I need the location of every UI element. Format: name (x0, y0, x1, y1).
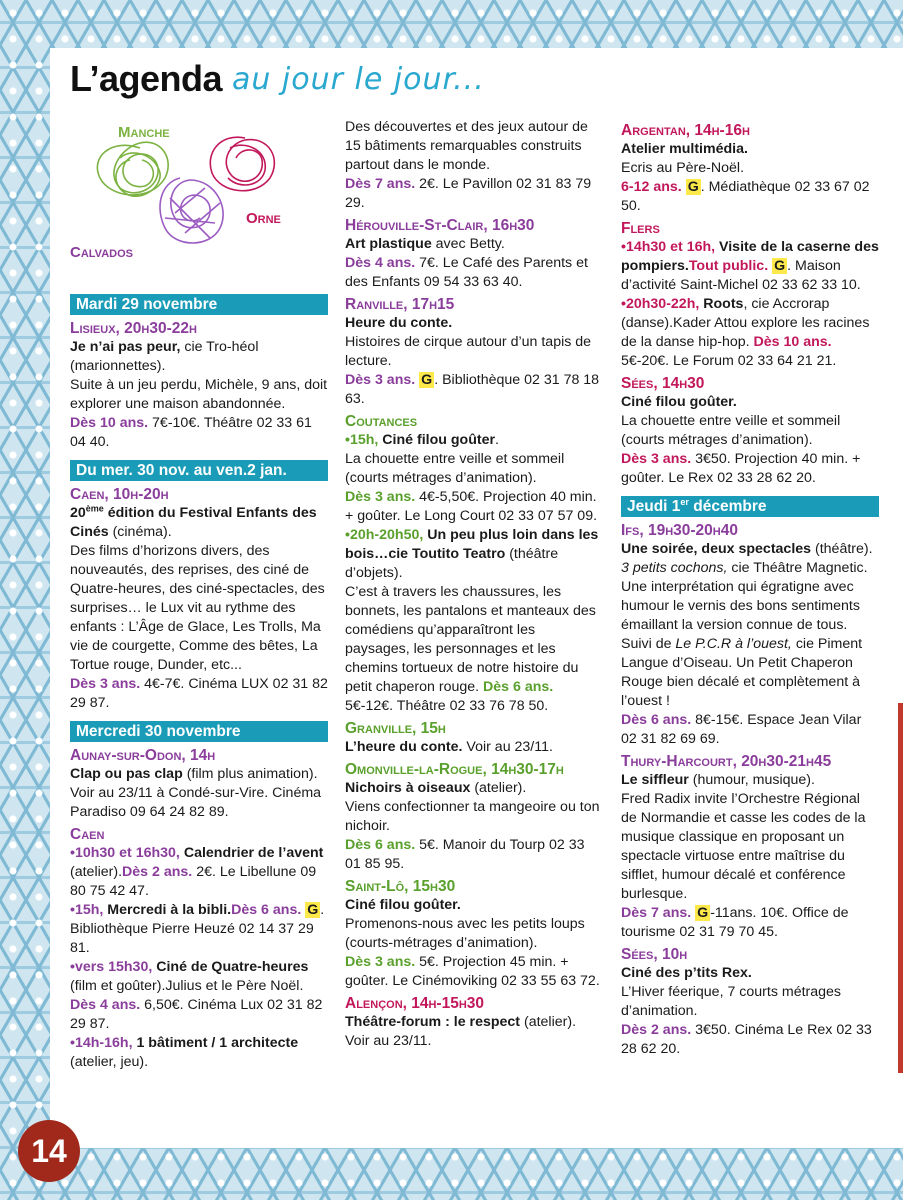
event-info: Dès 3 ans. 5€. Projection 45 min. + goûter. Le Cinémoviking 02 33 55 63 72. (345, 954, 600, 989)
event-entry: •vers 15h30, Ciné de Quatre-heures (film et goûter).Julius et le Père Noël. Dès 4 ans. 6,50€. Cinéma Lux 02 31 82 29 87. (70, 959, 323, 1032)
event-location: Caen (70, 826, 105, 843)
event-description: Des découvertes et des jeux autour de 15 bâtiments remarquables construits partout dans le monde. (345, 119, 588, 173)
event-location: Sées, 10h (621, 946, 688, 963)
event-description: Des films d’horizons divers, des nouveautés, des reprises, des ciné de Quatre-heures, des ciné-spectacles, des surprises… le Lux vit au rythme des enfants : L’Âge de Glace, Les Trolls, Ma vie de courgette, Comme des bêtes, La Tortue rouge, Dunder, etc... (70, 543, 325, 673)
event-title: Heure du conte. (345, 315, 453, 331)
event-location: Ranville, 17h15 (345, 296, 455, 313)
event-location: Granville, 15h (345, 720, 446, 737)
event-entry: •20h30-22h, Roots, cie Accrorap (danse).Kader Attou explore les racines de la danse hip-hop. Dès 10 ans. 5€-20€. Le Forum 02 33 64 21 21. (621, 296, 870, 369)
event-entry: •10h30 et 16h30, Calendrier de l’avent (atelier).Dès 2 ans. 2€. Le Libellune 09 80 75 42 47. (70, 845, 324, 899)
event-info: Dès 3 ans. 4€-5,50€. Projection 40 min. + goûter. Le Long Court 02 33 07 57 09. (345, 489, 598, 524)
department-map-illustration (70, 118, 326, 268)
event-location: Alençon, 14h-15h30 (345, 995, 485, 1012)
event-description: Suite à un jeu perdu, Michèle, 9 ans, doit explorer une maison abandonnée. (70, 377, 328, 412)
day-header: Jeudi 1er décembre (621, 496, 879, 517)
event-entry: •20h-20h50, Un peu plus loin dans les bois…cie Toutito Teatro (théâtre d’objets). (345, 527, 599, 581)
event-location: Aunay-sur-Odon, 14h (70, 747, 216, 764)
event-description: Fred Radix invite l’Orchestre Régional de Normandie et casse les codes de la musique classique en proposant un spectacle virtuose entre maîtrise du sifflet, humour décalé et conférence burlesque. (621, 791, 866, 902)
event-location: Hérouville-St-Clair, 16h30 (345, 217, 535, 234)
event-location: Lisieux, 20h30-22h (70, 320, 197, 337)
event-info: Dès 6 ans. 5€. Manoir du Tourp 02 33 01 85 95. (345, 837, 585, 872)
event-description: C’est à travers les chaussures, les bonnets, les pantalons et manteaux des comédiens qu’apparaîtront les paysages, les personnages et les chemins tortueux de notre histoire du petit chaperon rouge. Dès 6 ans. 5€-12€. Théâtre 02 33 76 78 50. (345, 584, 596, 714)
event-location: Saint-Lô, 15h30 (345, 878, 456, 895)
event-title: Ciné des p’tits Rex. (621, 965, 752, 981)
event-location: Caen, 10h-20h (70, 486, 169, 503)
free-badge: G (697, 905, 709, 921)
edge-tab (898, 703, 903, 1073)
event-entry: Le siffleur (humour, musique). (621, 772, 815, 788)
event-location: Flers (621, 220, 660, 237)
free-badge: G (421, 372, 433, 388)
event-entry: Clap ou pas clap (film plus animation). (70, 766, 318, 782)
event-description: L’Hiver féerique, 7 courts métrages d’animation. (621, 984, 842, 1019)
event-entry: Nichoirs à oiseaux (atelier). (345, 780, 527, 796)
event-description: La chouette entre veille et sommeil (courts métrages d’animation). (345, 451, 565, 486)
day-header: Mardi 29 novembre (70, 294, 328, 315)
event-title: Ciné filou goûter. (345, 897, 461, 913)
event-title: Atelier multimédia. (621, 141, 748, 157)
event-title: Ciné filou goûter. (621, 394, 737, 410)
page-subtitle: au jour le jour... (232, 62, 485, 97)
agenda-column-1 (70, 292, 328, 1072)
event-description: Ecris au Père-Noël. (621, 160, 745, 176)
day-header: Mercredi 30 novembre (70, 721, 328, 742)
event-description: Histoires de cirque autour d’un tapis de lecture. (345, 334, 592, 369)
event-description: Voir au 23/11 à Condé-sur-Vire. Cinéma Paradiso 09 64 24 82 89. (70, 785, 322, 820)
map-label-manche: Manche (118, 124, 170, 141)
event-location: Sées, 14h30 (621, 375, 705, 392)
event-info: Dès 2 ans. 3€50. Cinéma Le Rex 02 33 28 62 20. (621, 1022, 872, 1057)
event-entry: Une soirée, deux spectacles (théâtre). (621, 541, 873, 557)
event-location: Argentan, 14h-16h (621, 122, 750, 139)
map-label-orne: Orne (246, 210, 281, 227)
event-info: Dès 3 ans. 3€50. Projection 40 min. + goûter. Le Rex 02 33 28 62 20. (621, 451, 861, 486)
event-info: Dès 3 ans. 4€-7€. Cinéma LUX 02 31 82 29 87. (70, 676, 328, 711)
event-info: Dès 3 ans. G . Bibliothèque 02 31 78 18 63. (345, 372, 600, 407)
free-badge: G (687, 179, 699, 195)
event-entry: •15h, Mercredi à la bibli.Dès 6 ans. G . Bibliothèque Pierre Heuzé 02 14 37 29 81. (70, 902, 325, 956)
event-entry: Je n’ai pas peur, cie Tro-héol (marionnettes). (70, 339, 259, 374)
event-location: Coutances (345, 413, 418, 430)
page-title: L’agenda (70, 58, 223, 99)
event-entry: •15h, Ciné filou goûter. (345, 432, 499, 448)
event-description: Viens confectionner ta mangeoire ou ton nichoir. (345, 799, 600, 834)
event-entry: •14h-16h, 1 bâtiment / 1 architecte (atelier, jeu). (70, 1035, 299, 1070)
event-info: Dès 7 ans. 2€. Le Pavillon 02 31 83 79 29. (345, 176, 592, 211)
free-badge: G (774, 258, 786, 274)
agenda-column-3 (621, 118, 879, 1059)
event-info: Dès 7 ans. G -11ans. 10€. Office de tourisme 02 31 79 70 45. (621, 905, 849, 940)
event-location: Thury-Harcourt, 20h30-21h45 (621, 753, 832, 770)
event-info: 6-12 ans. G . Médiathèque 02 33 67 02 50. (621, 179, 870, 214)
event-info: Dès 4 ans. 7€. Le Café des Parents et des Enfants 09 54 33 63 40. (345, 255, 588, 290)
event-info: Dès 6 ans. 8€-15€. Espace Jean Vilar 02 31 82 69 69. (621, 712, 862, 747)
event-entry: L’heure du conte. Voir au 23/11. (345, 739, 553, 755)
event-location: Omonville-la-Rogue, 14h30-17h (345, 761, 564, 778)
event-entry: Théâtre-forum : le respect (atelier). Voir au 23/11. (345, 1014, 577, 1049)
event-description: Promenons-nous avec les petits loups (courts-métrages d’animation). (345, 916, 585, 951)
event-entry: Art plastique avec Betty. (345, 236, 505, 252)
day-header: Du mer. 30 nov. au ven.2 jan. (70, 460, 328, 481)
event-info: Dès 10 ans. 7€-10€. Théâtre 02 33 61 04 40. (70, 415, 312, 450)
event-description: 3 petits cochons, cie Théâtre Magnetic. Une interprétation qui égratigne avec humour le vernis des bons sentiments émaillant la version connue de tous. Suivi de Le P.C.R à l’ouest, cie Piment Langue d’Oiseau. Un Petit Chaperon Rouge bien décalé et complètement à l’ouest ! (621, 560, 868, 709)
free-badge: G (307, 902, 319, 918)
agenda-column-2 (345, 118, 603, 1051)
event-description: La chouette entre veille et sommeil (courts métrages d’animation). (621, 413, 841, 448)
event-entry: •14h30 et 16h, Visite de la caserne des pompiers.Tout public. G . Maison d’activité Saint-Michel 02 33 62 33 10. (621, 239, 879, 293)
page-number-badge: 14 (18, 1120, 80, 1182)
event-entry: 20ème édition du Festival Enfants des Cinés (cinéma). (70, 503, 317, 540)
event-location: Ifs, 19h30-20h40 (621, 522, 738, 539)
map-label-calvados: Calvados (70, 244, 133, 261)
